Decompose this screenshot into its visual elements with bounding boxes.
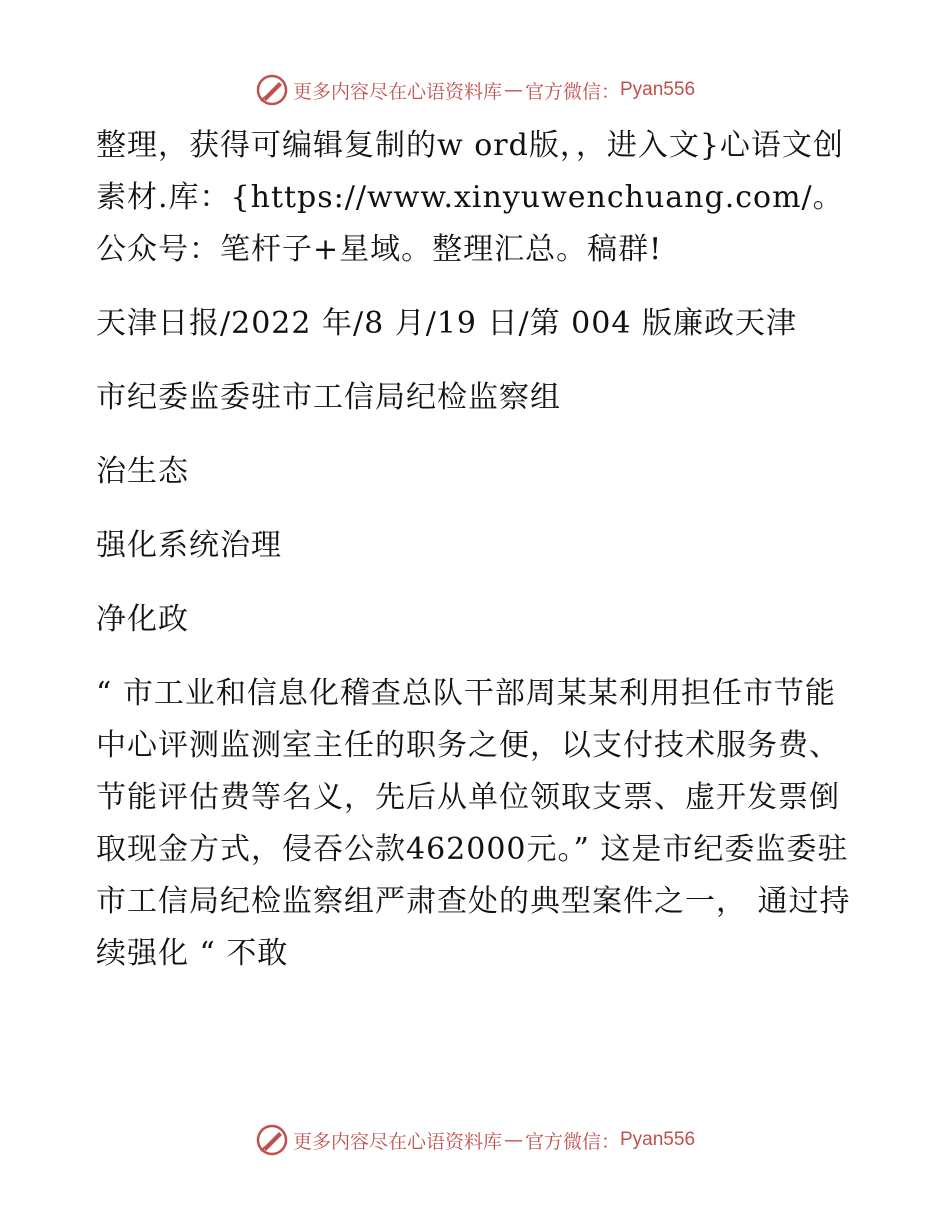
source-line: 天津日报/2022 年/8 月/19 日/第 004 版廉政天津 bbox=[96, 306, 797, 341]
quill-pen-logo-icon bbox=[255, 1123, 289, 1157]
quill-pen-logo-icon bbox=[255, 73, 289, 107]
watermark-main-text: 更多内容尽在心语资料库 bbox=[292, 1130, 502, 1153]
document-body bbox=[96, 120, 856, 1002]
watermark-separator: — bbox=[503, 79, 523, 101]
title-line-3: 净化政 bbox=[96, 602, 189, 637]
author-line: 市纪委监委驻市工信局纪检监察组 bbox=[96, 380, 561, 415]
intro-paragraph: 整理，获得可编辑复制的w ord版，，进入文}心语文创素材.库：{https://www.xinyuwenchuang.com/。公众号：笔杆子+星域。整理汇总。稿群! bbox=[96, 128, 844, 267]
watermark-label: 官方微信： bbox=[524, 80, 620, 103]
watermark-main-text: 更多内容尽在心语资料库 bbox=[292, 80, 502, 103]
watermark-wechat-id: Pyan556 bbox=[620, 1129, 696, 1150]
title-line-1: 治生态 bbox=[96, 454, 189, 489]
watermark-wechat-id: Pyan556 bbox=[620, 79, 696, 100]
watermark-label: 官方微信： bbox=[524, 1130, 620, 1153]
watermark-separator: — bbox=[503, 1129, 523, 1151]
footer-watermark bbox=[0, 1120, 950, 1160]
body-paragraph: “ 市工业和信息化稽查总队干部周某某利用担任市节能中心评测监测室主任的职务之便，以支付技术服务费、节能评估费等名义，先后从单位领取支票、虚开发票倒取现金方式，侵吞公款462000元。” 这是市纪委监委驻市工信局纪检监察组严肃查处的典型案件之一， 通过持续强化 “ 不敢 bbox=[96, 676, 851, 971]
title-line-2: 强化系统治理 bbox=[96, 528, 282, 563]
header-watermark bbox=[0, 70, 950, 110]
